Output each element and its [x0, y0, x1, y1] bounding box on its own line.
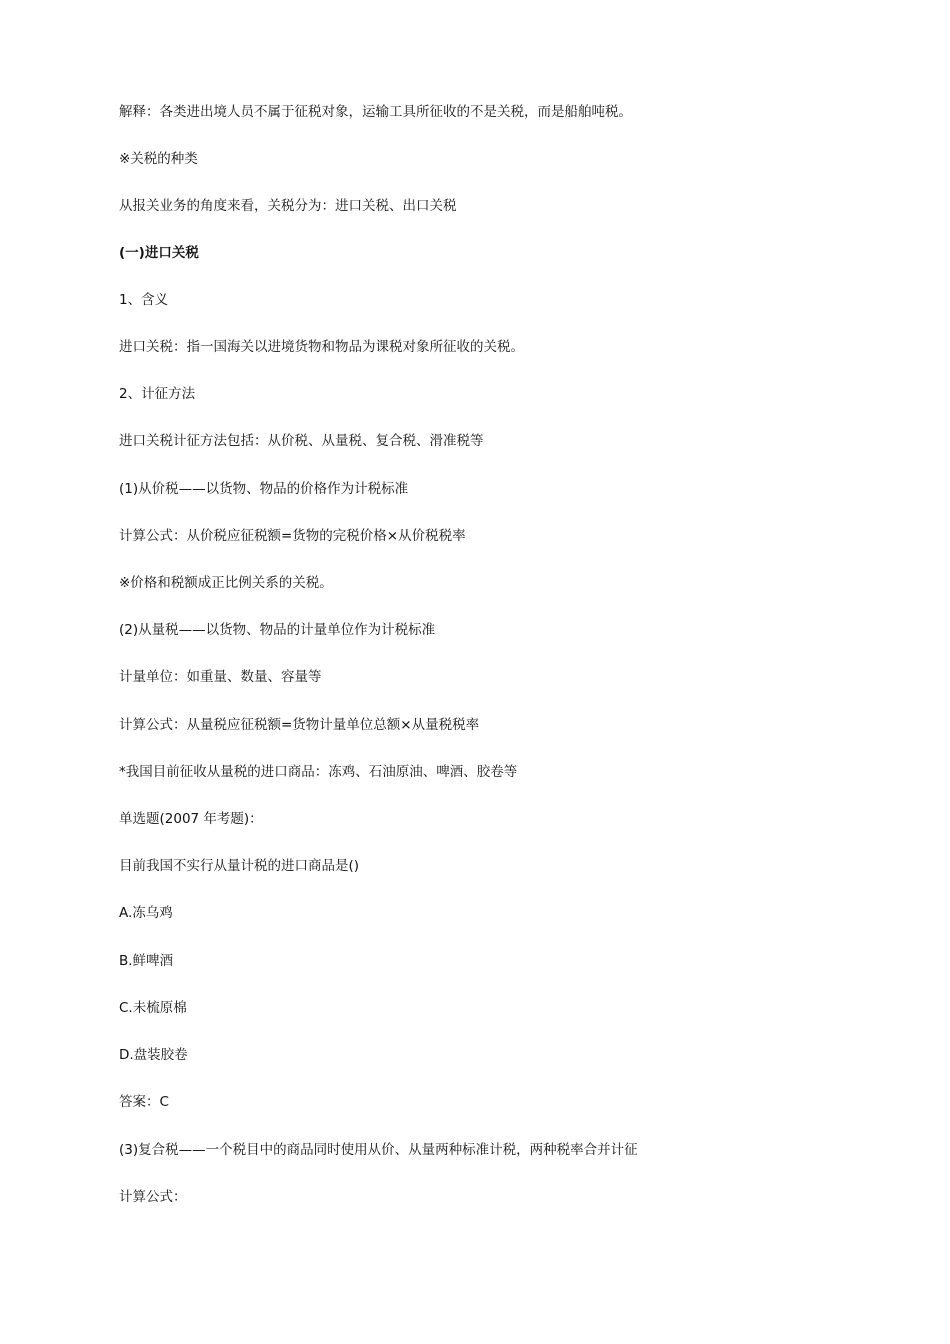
option-b: B.鲜啤酒: [119, 953, 174, 969]
compound-duty-heading: (3)复合税——一个税目中的商品同时使用从价、从量两种标准计税，两种税率合并计征: [119, 1142, 638, 1158]
explanation-paragraph: 解释：各类进出境人员不属于征税对象，运输工具所征收的不是关税，而是船舶吨税。: [119, 104, 632, 120]
calculation-methods-list: 进口关税计征方法包括：从价税、从量税、复合税、滑准税等: [119, 433, 484, 449]
option-c: C.未梳原棉: [119, 1000, 187, 1016]
import-tariff-definition: 进口关税：指一国海关以进境货物和物品为课税对象所征收的关税。: [119, 339, 524, 355]
answer: 答案：C: [119, 1094, 169, 1110]
section-heading-import-tariff: (一)进口关税: [119, 245, 199, 261]
subheading-calculation-methods: 2、计征方法: [119, 386, 196, 402]
ad-valorem-note: ※价格和税额成正比例关系的关税。: [119, 575, 333, 591]
specific-duty-formula: 计算公式：从量税应征税额=货物计量单位总额×从量税税率: [119, 717, 480, 733]
compound-duty-formula-label: 计算公式：: [119, 1189, 187, 1205]
tariff-classification-paragraph: 从报关业务的角度来看，关税分为：进口关税、出口关税: [119, 198, 457, 214]
question-text: 目前我国不实行从量计税的进口商品是(): [119, 858, 360, 874]
specific-duty-heading: (2)从量税——以货物、物品的计量单位作为计税标准: [119, 622, 436, 638]
measurement-units: 计量单位：如重量、数量、容量等: [119, 669, 322, 685]
option-a: A.冻乌鸡: [119, 905, 173, 921]
tariff-types-note: ※关税的种类: [119, 151, 198, 167]
ad-valorem-heading: (1)从价税——以货物、物品的价格作为计税标准: [119, 481, 409, 497]
subheading-definition: 1、含义: [119, 292, 169, 308]
ad-valorem-formula: 计算公式：从价税应征税额=货物的完税价格×从价税税率: [119, 528, 466, 544]
question-label: 单选题(2007 年考题)：: [119, 811, 263, 827]
specific-duty-goods: *我国目前征收从量税的进口商品：冻鸡、石油原油、啤酒、胶卷等: [119, 764, 518, 780]
option-d: D.盘装胶卷: [119, 1047, 188, 1063]
